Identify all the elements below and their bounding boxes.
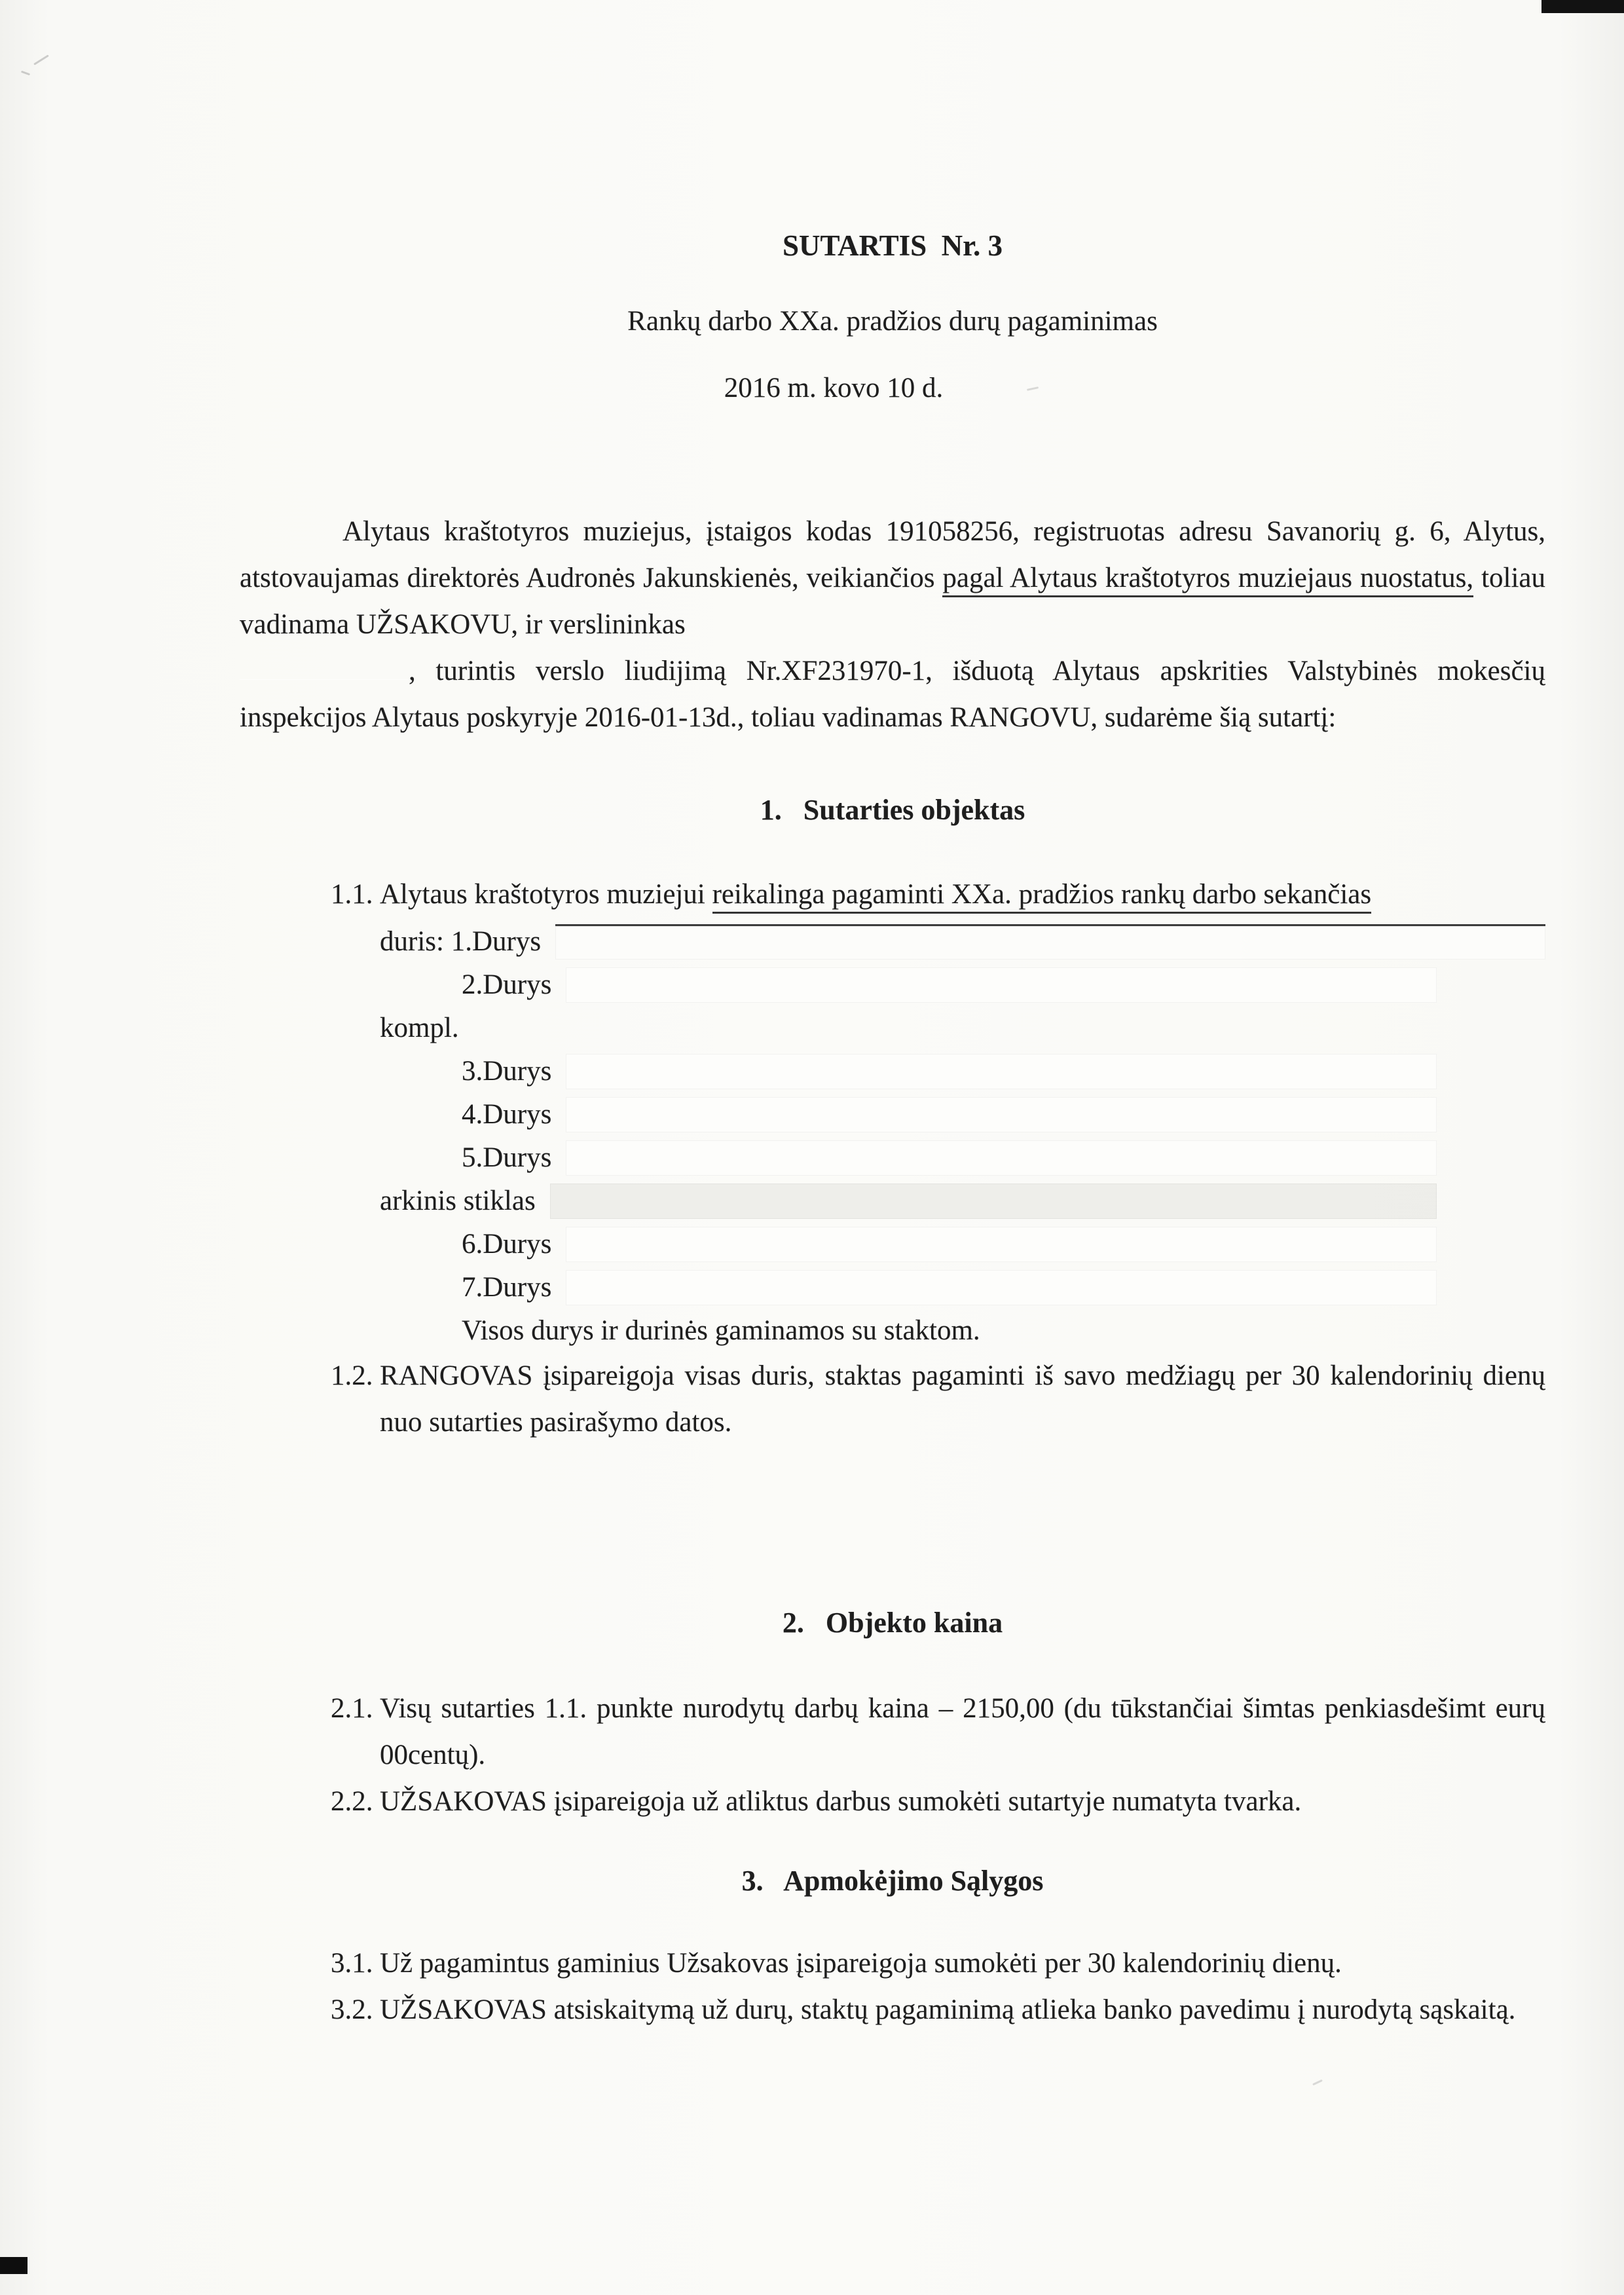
- scan-smudge: [33, 54, 49, 65]
- list-item: [462, 963, 1437, 1007]
- clause-text: Alytaus kraštotyros muziejui: [380, 879, 712, 910]
- clause-number: 1.1.: [331, 879, 373, 910]
- list-item: [462, 1266, 1437, 1309]
- section-1-heading: 1. Sutarties objektas: [760, 794, 1025, 826]
- document-date: 2016 m. kovo 10 d.: [724, 373, 944, 403]
- door-row-label: 2.Durys: [462, 969, 552, 1000]
- redaction-box: [566, 967, 1437, 1003]
- clause-number: 2.2.: [331, 1786, 373, 1817]
- redaction-box: [566, 1270, 1437, 1305]
- list-item: [462, 1136, 1437, 1180]
- intro-paragraph-2: [240, 648, 1545, 741]
- intro-block: [240, 508, 1545, 741]
- redaction-box: [566, 1140, 1437, 1176]
- redaction-box: [555, 924, 1545, 960]
- door-row-label: duris: 1.Durys: [380, 926, 542, 957]
- clause-2-2: [331, 1778, 1545, 1825]
- clause-1-1: [331, 871, 1545, 918]
- list-item: [380, 1007, 1545, 1050]
- clause-1-2: [331, 1353, 1545, 1446]
- list-item: [462, 1093, 1437, 1136]
- intro-underlined-text: pagal Alytaus kraštotyros muziejaus nuostatus,: [942, 563, 1473, 597]
- clause-3-2: [331, 1987, 1545, 2033]
- clause-text: UŽSAKOVAS įsipareigoja už atliktus darbus sumokėti sutartyje numatyta tvarka.: [380, 1786, 1302, 1817]
- door-row-label: Visos durys ir durinės gaminamos su staktom.: [462, 1315, 980, 1346]
- document-content: [240, 223, 1545, 2033]
- intro-text: toliau vadinama UŽSAKOVU, ir verslininkas: [240, 563, 1545, 640]
- scan-smudge: [21, 71, 30, 76]
- intro-text: , turintis verslo liudijimą Nr.XF231970-1, išduotą Alytaus apskrities Valstybinės mokesčių inspekcijos Alytaus poskyryje 2016-01-13d., toliau vadinamas RANGOVU, sudarėme šią sutartį:: [240, 656, 1545, 733]
- door-row-label: 5.Durys: [462, 1142, 552, 1173]
- scan-artifact-bottom-left: [0, 2257, 28, 2274]
- document-subtitle: Rankų darbo XXa. pradžios durų pagaminimas: [627, 306, 1158, 337]
- door-row-label: 4.Durys: [462, 1099, 552, 1130]
- door-row-label: 6.Durys: [462, 1229, 552, 1259]
- door-row-label: kompl.: [380, 1013, 459, 1043]
- scan-smudge: [1312, 2080, 1323, 2085]
- list-item: [380, 1180, 1437, 1223]
- list-item: [380, 920, 1545, 963]
- door-row-label: arkinis stiklas: [380, 1185, 536, 1216]
- door-list: [240, 920, 1545, 1353]
- list-item: [462, 1309, 1545, 1353]
- clause-text: Visų sutarties 1.1. punkte nurodytų darbų kaina – 2150,00 (du tūkstančiai šimtas penkiasdešimt eurų 00centų).: [380, 1693, 1545, 1770]
- clause-number: 1.2.: [331, 1360, 373, 1391]
- clause-2-1: [331, 1685, 1545, 1778]
- clause-number: 2.1.: [331, 1693, 373, 1724]
- intro-paragraph-1: [240, 508, 1545, 648]
- document-title: SUTARTIS Nr. 3: [782, 229, 1003, 262]
- list-item: [462, 1223, 1437, 1266]
- erased-text-area: [240, 679, 409, 680]
- redaction-box: [566, 1054, 1437, 1089]
- clause-number: 3.1.: [331, 1948, 373, 1979]
- clause-text: RANGOVAS įsipareigoja visas duris, staktas pagaminti iš savo medžiagų per 30 kalendorinių dienų nuo sutarties pasirašymo datos.: [380, 1360, 1545, 1438]
- clause-underlined-text: reikalinga pagaminti XXa. pradžios rankų darbo sekančias: [712, 879, 1372, 914]
- door-row-label: 7.Durys: [462, 1272, 552, 1303]
- section-3-heading: 3. Apmokėjimo Sąlygos: [741, 1865, 1044, 1897]
- intro-text: Alytaus kraštotyros muziejus, įstaigos kodas 191058256, registruotas adresu Savanorių g. 6, Alytus, atstovaujamas direktorės Audronės Jakunskienės, veikiančios: [240, 516, 1545, 593]
- clause-3-1: [331, 1940, 1545, 1987]
- redaction-box: [566, 1227, 1437, 1262]
- scan-artifact-top-right: [1541, 0, 1624, 13]
- list-item: [462, 1050, 1437, 1093]
- door-row-label: 3.Durys: [462, 1056, 552, 1087]
- clause-text: Už pagamintus gaminius Užsakovas įsipareigoja sumokėti per 30 kalendorinių dienų.: [380, 1948, 1342, 1979]
- redaction-box: [550, 1184, 1437, 1219]
- clause-number: 3.2.: [331, 1994, 373, 2025]
- section-2-heading: 2. Objekto kaina: [782, 1607, 1003, 1639]
- redaction-box: [566, 1097, 1437, 1132]
- clause-text: UŽSAKOVAS atsiskaitymą už durų, staktų pagaminimą atlieka banko pavedimu į nurodytą sąskaitą.: [380, 1994, 1516, 2025]
